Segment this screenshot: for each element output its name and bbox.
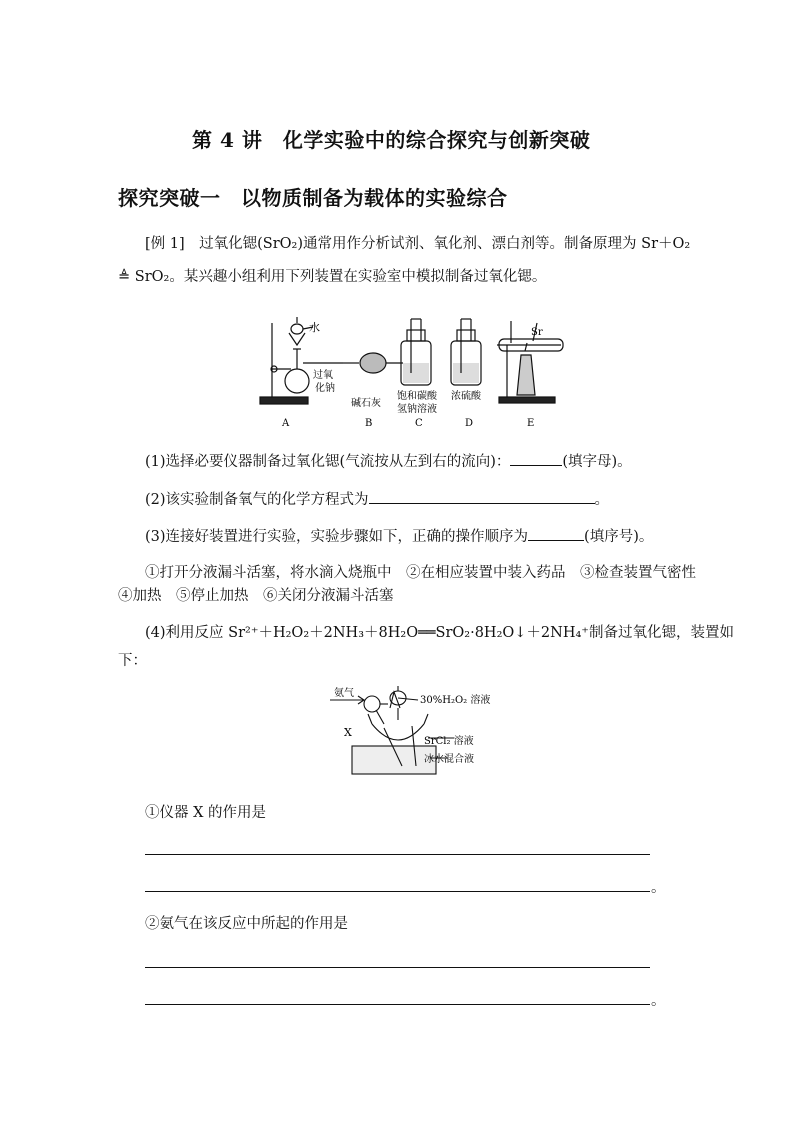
- ammonia-label: 氨气: [334, 688, 354, 699]
- period-2: 。: [651, 993, 666, 1009]
- water-label: 水: [309, 321, 320, 334]
- label-e: E: [527, 418, 535, 429]
- question-1-text: (1)选择必要仪器制备过氧化锶(气流按从左到右的流向)：: [145, 454, 511, 470]
- lecture-title: 第 4 讲 化学实验中的综合探究与创新突破: [192, 128, 591, 152]
- question-3-suffix: (填序号)。: [584, 529, 654, 545]
- soda-lime-label: 碱石灰: [351, 398, 381, 409]
- answer-line-1a[interactable]: [145, 854, 650, 855]
- question-4-line-1: (4)利用反应 Sr²⁺＋H₂O₂＋2NH₃＋8H₂O══SrO₂·8H₂O↓＋2NH₄⁺制备过氧化锶，装置如: [145, 625, 734, 641]
- example-line-2: ≜ SrO₂。某兴趣小组利用下列装置在实验室中模拟制备过氧化锶。: [118, 269, 547, 285]
- label-d: D: [465, 418, 474, 429]
- x-label: X: [344, 726, 352, 739]
- question-2: [145, 489, 609, 510]
- question-3-text: (3)连接好装置进行实验，实验步骤如下，正确的操作顺序为: [145, 529, 529, 545]
- nahco3-label-2: 氢钠溶液: [397, 404, 437, 415]
- answer-line-2a[interactable]: [145, 967, 650, 968]
- answer-blank-2[interactable]: [369, 489, 595, 504]
- question-1-suffix: (填字母)。: [562, 454, 632, 470]
- h2so4-label: 浓硫酸: [451, 391, 481, 402]
- answer-blank-1[interactable]: [510, 451, 562, 466]
- nahco3-label-1: 饱和碳酸: [397, 391, 437, 402]
- label-a: A: [282, 418, 290, 429]
- sub-question-2: ②氨气在该反应中所起的作用是: [145, 916, 348, 932]
- question-2-suffix: 。: [594, 492, 610, 508]
- sr-label: Sr: [531, 327, 543, 338]
- apparatus-figure-1: [255, 315, 575, 433]
- question-1: [145, 451, 632, 472]
- period-1: 。: [651, 880, 666, 896]
- peroxide-label-1: 过氧: [313, 370, 333, 381]
- label-b: B: [365, 418, 373, 429]
- question-4-line-2: 下：: [118, 653, 147, 669]
- sub-question-1: ①仪器 X 的作用是: [145, 805, 267, 821]
- answer-line-1b[interactable]: [145, 891, 650, 892]
- section-title: 探究突破一 以物质制备为载体的实验综合: [118, 186, 508, 210]
- answer-blank-3[interactable]: [528, 526, 584, 541]
- example-line-1: [例 1] 过氧化锶(SrO₂)通常用作分析试剂、氧化剂、漂白剂等。制备原理为 Sr＋O₂: [145, 236, 691, 252]
- apparatus-figure-2: [328, 686, 498, 778]
- label-c: C: [415, 418, 423, 429]
- steps-line-2: ④加热 ⑤停止加热 ⑥关闭分液漏斗活塞: [118, 588, 394, 604]
- question-3: [145, 526, 653, 547]
- peroxide-label-2: 化钠: [315, 383, 335, 394]
- h2o2-label: 30%H₂O₂ 溶液: [420, 695, 491, 706]
- srcl2-label: SrCl₂ 溶液: [424, 736, 474, 747]
- answer-line-2b[interactable]: [145, 1004, 650, 1005]
- question-2-text: (2)该实验制备氧气的化学方程式为: [145, 492, 369, 508]
- steps-line-1: ①打开分液漏斗活塞，将水滴入烧瓶中 ②在相应装置中装入药品 ③检查装置气密性: [145, 565, 696, 581]
- ice-water-label: 冰水混合液: [424, 754, 474, 765]
